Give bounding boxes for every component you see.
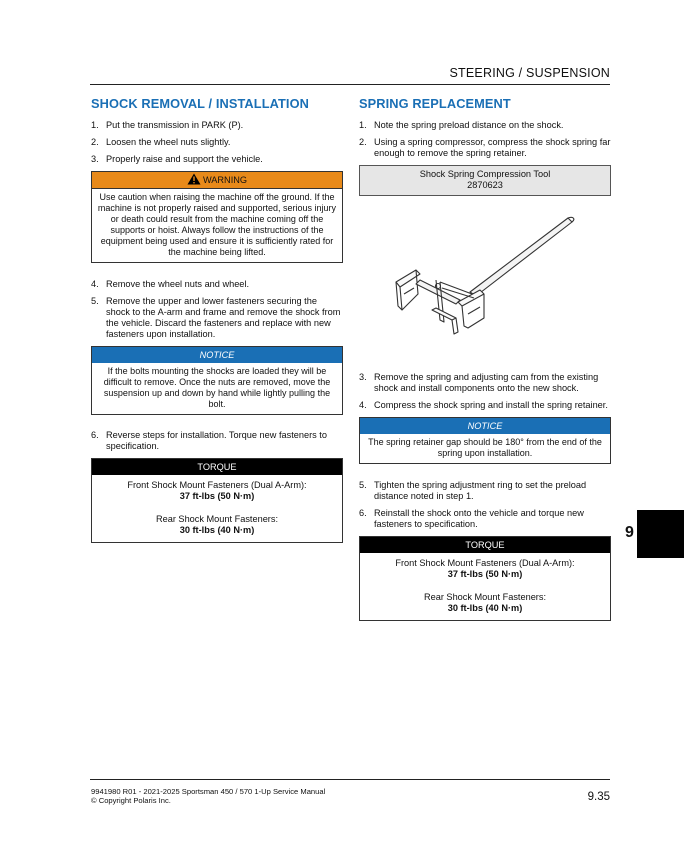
step-text: Tighten the spring adjustment ring to set the preload distance noted in step 1. (374, 480, 587, 501)
torque-box (359, 536, 611, 621)
footer-doc-info (91, 787, 325, 805)
step-number: 4. (91, 279, 99, 289)
right-column (359, 96, 611, 631)
step-text: Note the spring preload distance on the shock. (374, 120, 564, 130)
step-item (359, 120, 611, 131)
chapter-tab (637, 510, 684, 558)
step-text: Put the transmission in PARK (P). (106, 120, 244, 130)
notice-text: If the bolts mounting the shocks are loaded they will be difficult to remove. Once the nuts are removed, move the suspension up and down by hand while lightly pulling the bolt. (103, 366, 331, 409)
warning-text: Use caution when raising the machine off the ground. If the machine is not properly raised and supported, serious injury or death could result from the machine coming off the supports or hoist. Always follow the instructions of the equipment being used and ensure it is sufficiently rated for the machine being lifted. (97, 192, 337, 257)
step-item (359, 400, 611, 411)
torque-front-label: Front Shock Mount Fasteners (Dual A-Arm): (395, 558, 575, 568)
warning-box (91, 171, 343, 263)
notice-box (359, 417, 611, 464)
notice-box (91, 346, 343, 415)
step-item (91, 279, 343, 290)
tool-part-number: 2870623 (467, 180, 503, 190)
warning-header (92, 172, 342, 189)
torque-header: TORQUE (92, 459, 342, 475)
step-item (91, 137, 343, 148)
torque-front-value: 37 ft-lbs (50 N·m) (179, 491, 255, 501)
step-item (91, 154, 343, 165)
step-item (359, 372, 611, 394)
section-heading-shock-removal: SHOCK REMOVAL / INSTALLATION (91, 96, 309, 111)
step-text: Remove the upper and lower fasteners securing the shock to the A-arm and frame and remove the shock from the vehicle. Discard the fasteners and replace with new fasteners upon installation. (106, 296, 341, 339)
torque-front-value: 37 ft-lbs (50 N·m) (447, 569, 523, 579)
torque-header: TORQUE (360, 537, 610, 553)
tool-name: Shock Spring Compression Tool (419, 169, 551, 179)
torque-box (91, 458, 343, 543)
spring-compressor-tool-icon (380, 210, 580, 350)
notice-header: NOTICE (360, 418, 610, 434)
torque-body (360, 553, 610, 620)
warning-label: WARNING (202, 175, 248, 185)
step-number: 6. (359, 508, 367, 518)
step-item (91, 430, 343, 452)
step-number: 1. (359, 120, 367, 130)
left-column (91, 96, 343, 553)
notice-text: The spring retainer gap should be 180° from the end of the spring upon installation. (368, 437, 602, 458)
header-divider (90, 84, 610, 85)
page-number: 9.35 (587, 791, 610, 803)
chapter-number: 9 (625, 524, 634, 541)
step-number: 2. (359, 137, 367, 147)
step-number: 3. (91, 154, 99, 164)
section-heading-spring-replacement: SPRING REPLACEMENT (359, 96, 511, 111)
footer-divider (90, 779, 610, 780)
step-text: Remove the wheel nuts and wheel. (106, 279, 250, 289)
step-item (359, 137, 611, 159)
step-text: Reinstall the shock onto the vehicle and torque new fasteners to specification. (374, 508, 584, 529)
step-text: Compress the shock spring and install the spring retainer. (374, 400, 608, 410)
step-list (91, 430, 343, 452)
torque-rear-label: Rear Shock Mount Fasteners: (155, 514, 279, 524)
notice-header: NOTICE (92, 347, 342, 363)
step-list (359, 480, 611, 530)
step-list (91, 279, 343, 340)
step-item (91, 296, 343, 340)
step-number: 1. (91, 120, 99, 130)
step-list (359, 120, 611, 159)
footer-manual-title: 9941980 R01 - 2021-2025 Sportsman 450 / 570 1-Up Service Manual (91, 787, 326, 796)
torque-rear-value: 30 ft-lbs (40 N·m) (179, 525, 255, 535)
step-number: 3. (359, 372, 367, 382)
step-list (91, 120, 343, 165)
step-item (359, 508, 611, 530)
step-number: 6. (91, 430, 99, 440)
page-header-title: STEERING / SUSPENSION (449, 66, 610, 80)
step-number: 5. (359, 480, 367, 490)
step-number: 4. (359, 400, 367, 410)
footer-copyright: © Copyright Polaris Inc. (91, 796, 171, 805)
step-number: 2. (91, 137, 99, 147)
step-number: 5. (91, 296, 99, 306)
step-text: Reverse steps for installation. Torque new fasteners to specification. (106, 430, 327, 451)
step-text: Loosen the wheel nuts slightly. (106, 137, 231, 147)
step-item (359, 480, 611, 502)
torque-rear-value: 30 ft-lbs (40 N·m) (447, 603, 523, 613)
torque-front-label: Front Shock Mount Fasteners (Dual A-Arm): (127, 480, 307, 490)
step-item (91, 120, 343, 131)
step-text: Properly raise and support the vehicle. (106, 154, 263, 164)
step-text: Remove the spring and adjusting cam from the existing shock and install components onto the new shock. (374, 372, 599, 393)
step-list (359, 372, 611, 411)
torque-rear-label: Rear Shock Mount Fasteners: (423, 592, 547, 602)
torque-body (92, 475, 342, 542)
warning-triangle-icon (187, 173, 201, 185)
tool-callout (359, 165, 611, 196)
step-text: Using a spring compressor, compress the shock spring far enough to remove the spring retainer. (374, 137, 611, 158)
